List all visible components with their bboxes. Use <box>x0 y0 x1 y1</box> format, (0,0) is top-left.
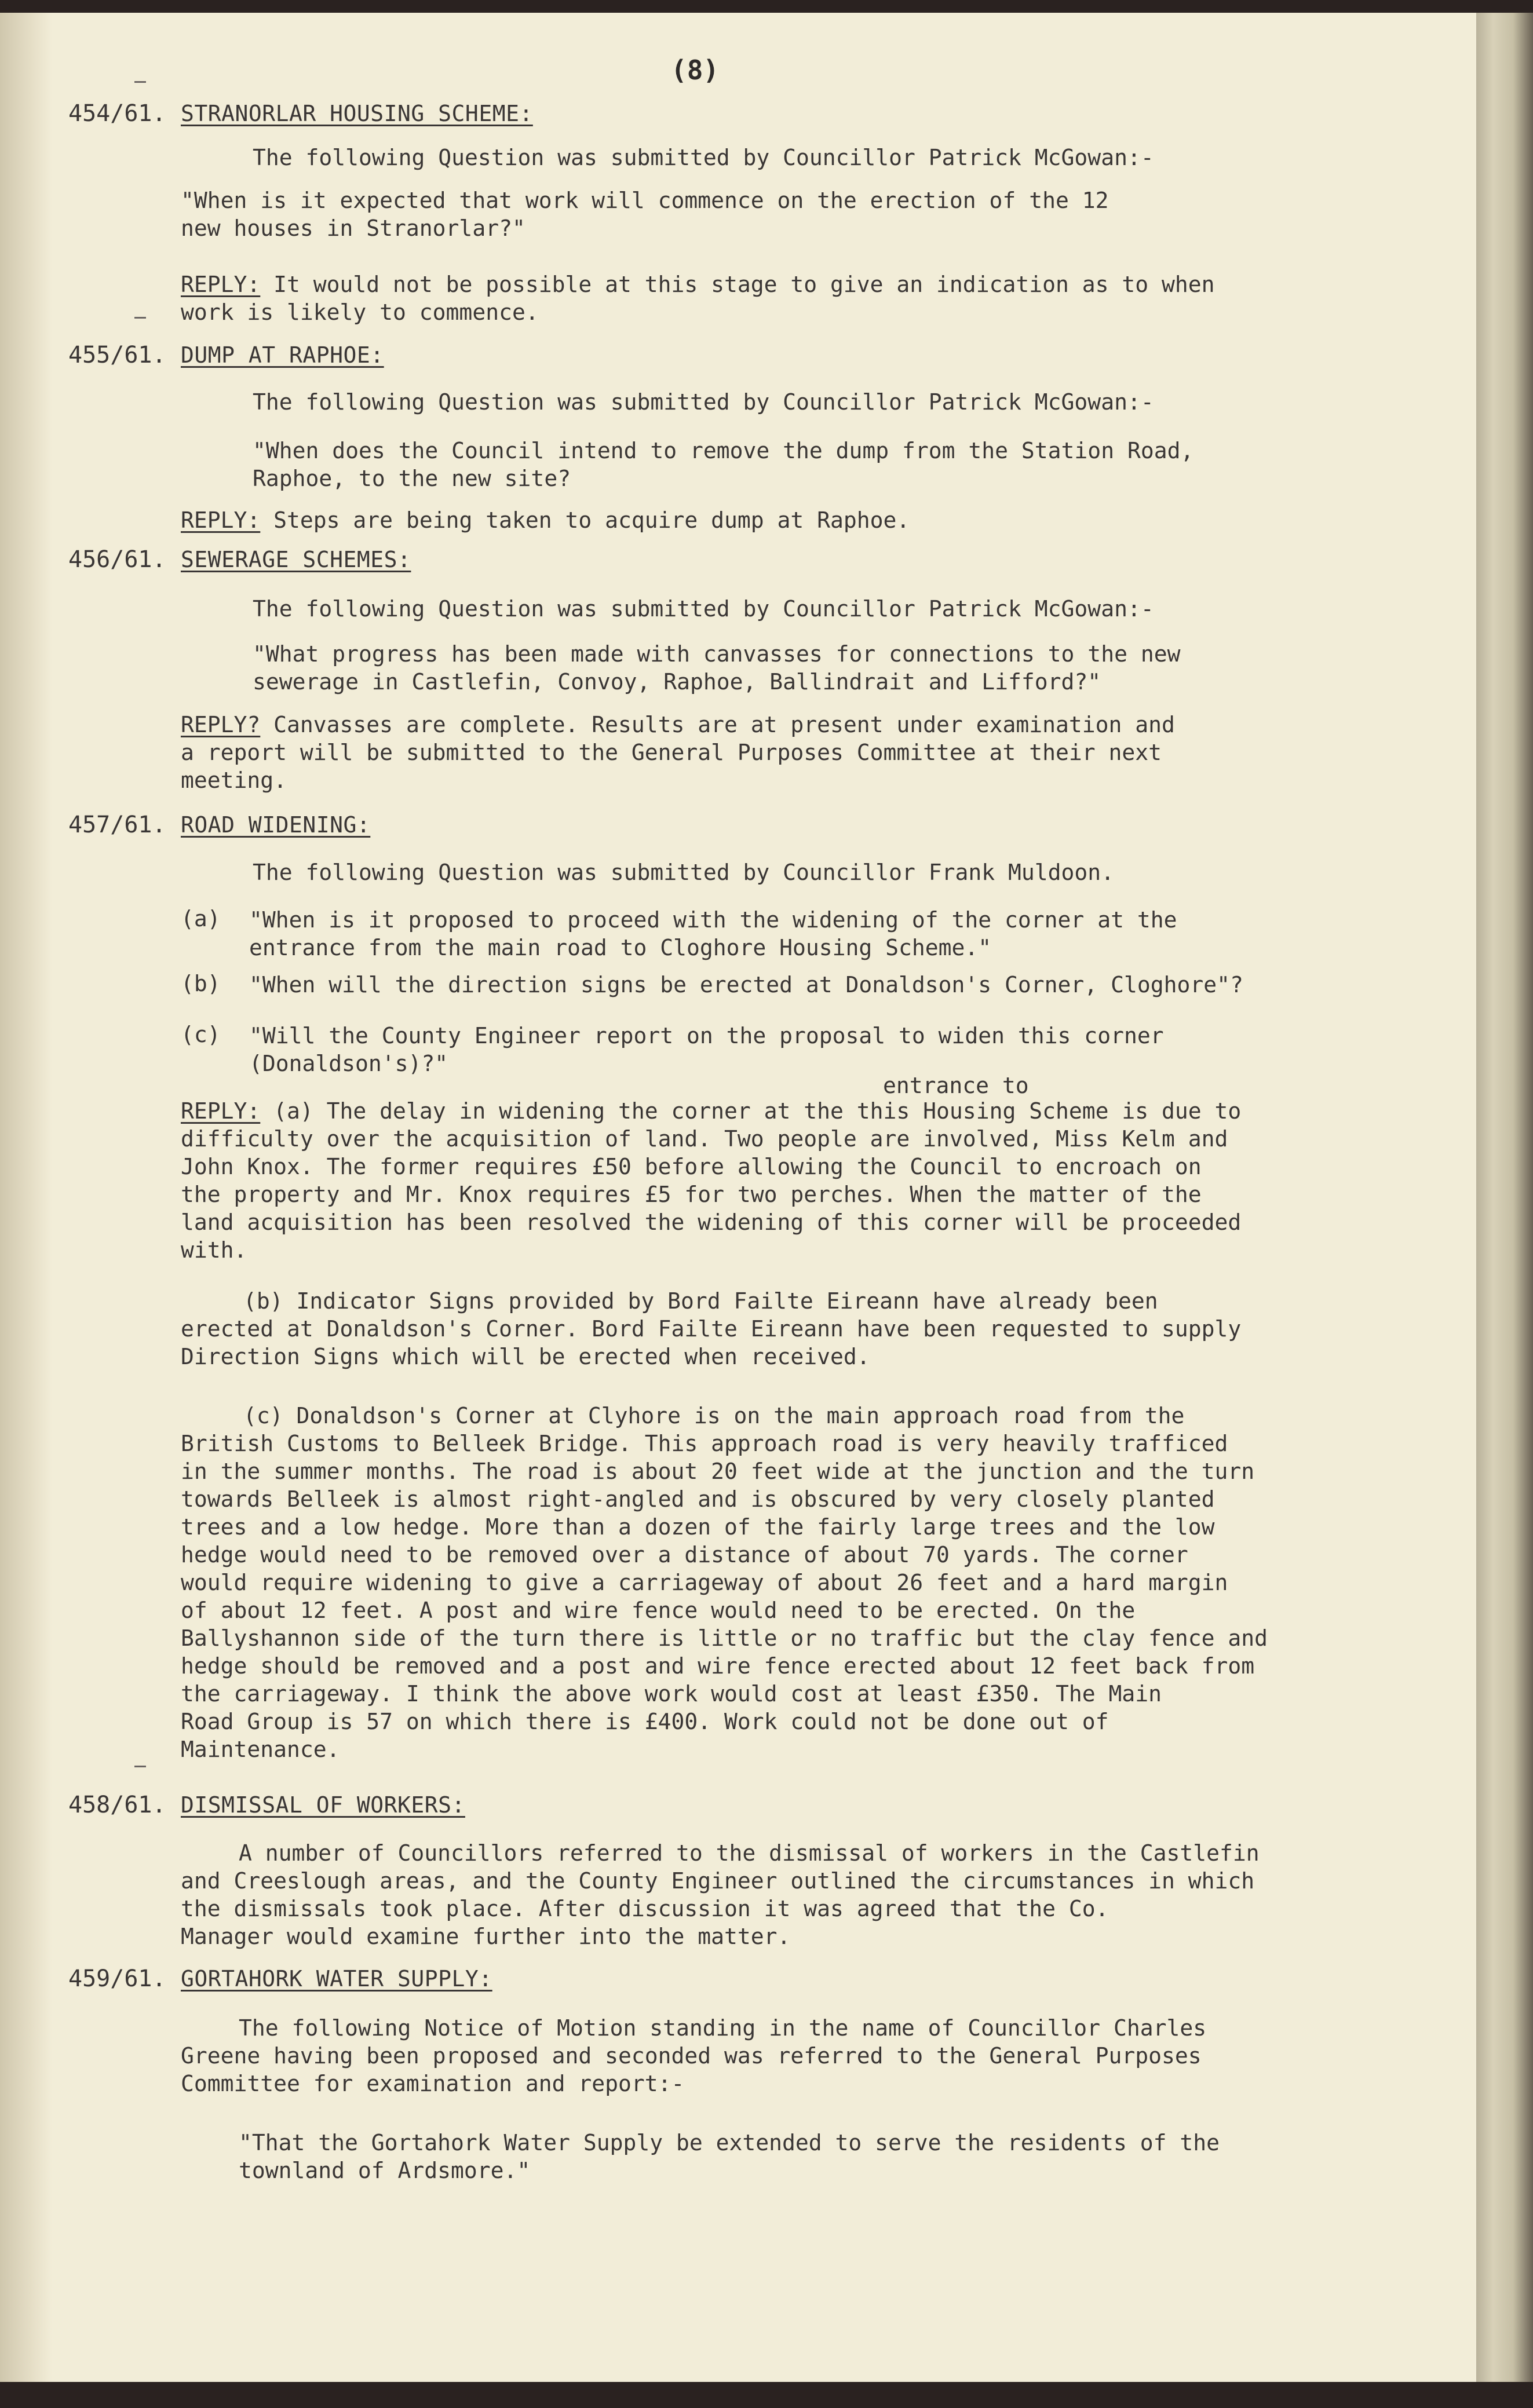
scan-frame-top <box>0 0 1533 13</box>
reply-label: REPLY: <box>181 507 261 533</box>
margin-tick <box>134 317 146 319</box>
heading-dismissal-of-workers: DISMISSAL OF WORKERS: <box>181 1792 465 1818</box>
scan-frame-bottom <box>0 2382 1533 2408</box>
item-number-457: 457/61. <box>68 812 166 838</box>
heading-dump-at-raphoe: DUMP AT RAPHOE: <box>181 342 384 368</box>
item-number-458: 458/61. <box>68 1792 166 1818</box>
reply-label: REPLY: <box>181 1098 261 1124</box>
s454-reply <box>181 271 1215 326</box>
heading-gortahork-water-supply: GORTAHORK WATER SUPPLY: <box>181 1966 492 1992</box>
s454-reply-text: It would not be possible at this stage to give an indication as to when work is likely to commence. <box>181 272 1215 325</box>
s457-q-b: "When will the direction signs be erected at Donaldson's Corner, Cloghore"? <box>249 972 1243 997</box>
s457-q-a: "When is it proposed to proceed with the widening of the corner at the entrance from the main road to Cloghore Housing Scheme." <box>249 907 1177 960</box>
s455-reply <box>181 506 910 534</box>
s459-motion: "That the Gortahork Water Supply be extended to serve the residents of the townland of Ardsmore." <box>239 2130 1220 2183</box>
s455-reply-text: Steps are being taken to acquire dump at Raphoe. <box>260 507 910 533</box>
heading-road-widening: ROAD WIDENING: <box>181 812 371 838</box>
s457-reply-a <box>181 1097 1241 1264</box>
item-number-459: 459/61. <box>68 1965 166 1992</box>
heading-sewerage-schemes: SEWERAGE SCHEMES: <box>181 547 411 572</box>
reply-label: REPLY: <box>181 272 261 297</box>
s455-intro: The following Question was submitted by Councillor Patrick McGowan:- <box>253 389 1154 415</box>
s457-reply-a-text: (a) The delay in widening the corner at the this Housing Scheme is due to difficulty over the acquisition of land. Two people are involved, Miss Kelm and John Knox. The former requires £50 before allowing the Council to encroach on the property and Mr. Knox requires £5 for two perches. When the matter of the land acquisition has been resolved the widening of this corner will be proceeded with. <box>181 1098 1242 1263</box>
book-binding-edge <box>1476 13 1533 2382</box>
s456-reply-text: Canvasses are complete. Results are at present under examination and a report will be submitted to the General Purposes Committee at their next meeting. <box>181 712 1175 793</box>
heading-stranorlar-housing: STRANORLAR HOUSING SCHEME: <box>181 101 533 126</box>
s457-reply-c: (c) Donaldson's Corner at Clyhore is on the main approach road from the British Customs to Belleek Bridge. This approach road is very heavily trafficed in the summer months. The road is about 20 feet wide at the junction and the turn towards Belleek is almost right-angled and is obscured by very closely planted trees and a low hedge. More than a dozen of the fairly large trees and the low hedge would need to be removed over a distance of about 70 yards. The corner would require widening to give a carriageway of about 26 feet and a hard margin of about 12 feet. A post and wire fence would need to be erected. On the Ballyshannon side of the turn there is little or no traffic but the clay fence and hedge should be removed and a post and wire fence erected about 12 feet back from the carriageway. I think the above work would cost at least £350. The Main Road Group is 57 on which there is £400. Work could not be done out of Maintenance. <box>181 1403 1268 1762</box>
s456-intro: The following Question was submitted by Councillor Patrick McGowan:- <box>253 596 1154 622</box>
s457-q-c-label: (c) <box>181 1022 221 1047</box>
s454-question: "When is it expected that work will commence on the erection of the 12 new houses in Stranorlar?" <box>181 188 1109 241</box>
s459-body: The following Notice of Motion standing in the name of Councillor Charles Greene having been proposed and seconded was referred to the General Purposes Committee for examination and report:- <box>181 2015 1207 2096</box>
s457-intro: The following Question was submitted by Councillor Frank Muldoon. <box>253 860 1115 885</box>
s456-reply <box>181 711 1175 794</box>
item-number-454: 454/61. <box>68 100 166 127</box>
s458-body: A number of Councillors referred to the dismissal of workers in the Castlefin and Creeslough areas, and the County Engineer outlined the circumstances in which the dismissals took place. After discussion it was agreed that the Co. Manager would examine further into the matter. <box>181 1840 1260 1949</box>
s457-q-b-label: (b) <box>181 971 221 996</box>
s457-reply-b: (b) Indicator Signs provided by Bord Failte Eireann have already been erected at Donaldson's Corner. Bord Failte Eireann have been requested to supply Direction Signs which will be erected when received. <box>181 1288 1242 1369</box>
s457-q-a-label: (a) <box>181 906 221 931</box>
item-number-455: 455/61. <box>68 342 166 368</box>
document-page <box>0 13 1476 2382</box>
minutes-text <box>0 13 1476 2382</box>
handwritten-insertion: entrance to <box>883 1073 1029 1098</box>
s454-intro: The following Question was submitted by Councillor Patrick McGowan:- <box>253 145 1154 170</box>
page-number: (8) <box>671 54 720 86</box>
margin-tick <box>134 81 146 83</box>
margin-tick <box>134 1766 146 1767</box>
s457-q-c: "Will the County Engineer report on the proposal to widen this corner (Donaldson's)?" <box>249 1023 1164 1076</box>
reply-label: REPLY? <box>181 712 261 737</box>
s455-question: "When does the Council intend to remove the dump from the Station Road, Raphoe, to the new site? <box>253 438 1194 491</box>
item-number-456: 456/61. <box>68 546 166 573</box>
s456-question: "What progress has been made with canvasses for connections to the new sewerage in Castlefin, Convoy, Raphoe, Ballindrait and Lifford?" <box>253 641 1181 695</box>
